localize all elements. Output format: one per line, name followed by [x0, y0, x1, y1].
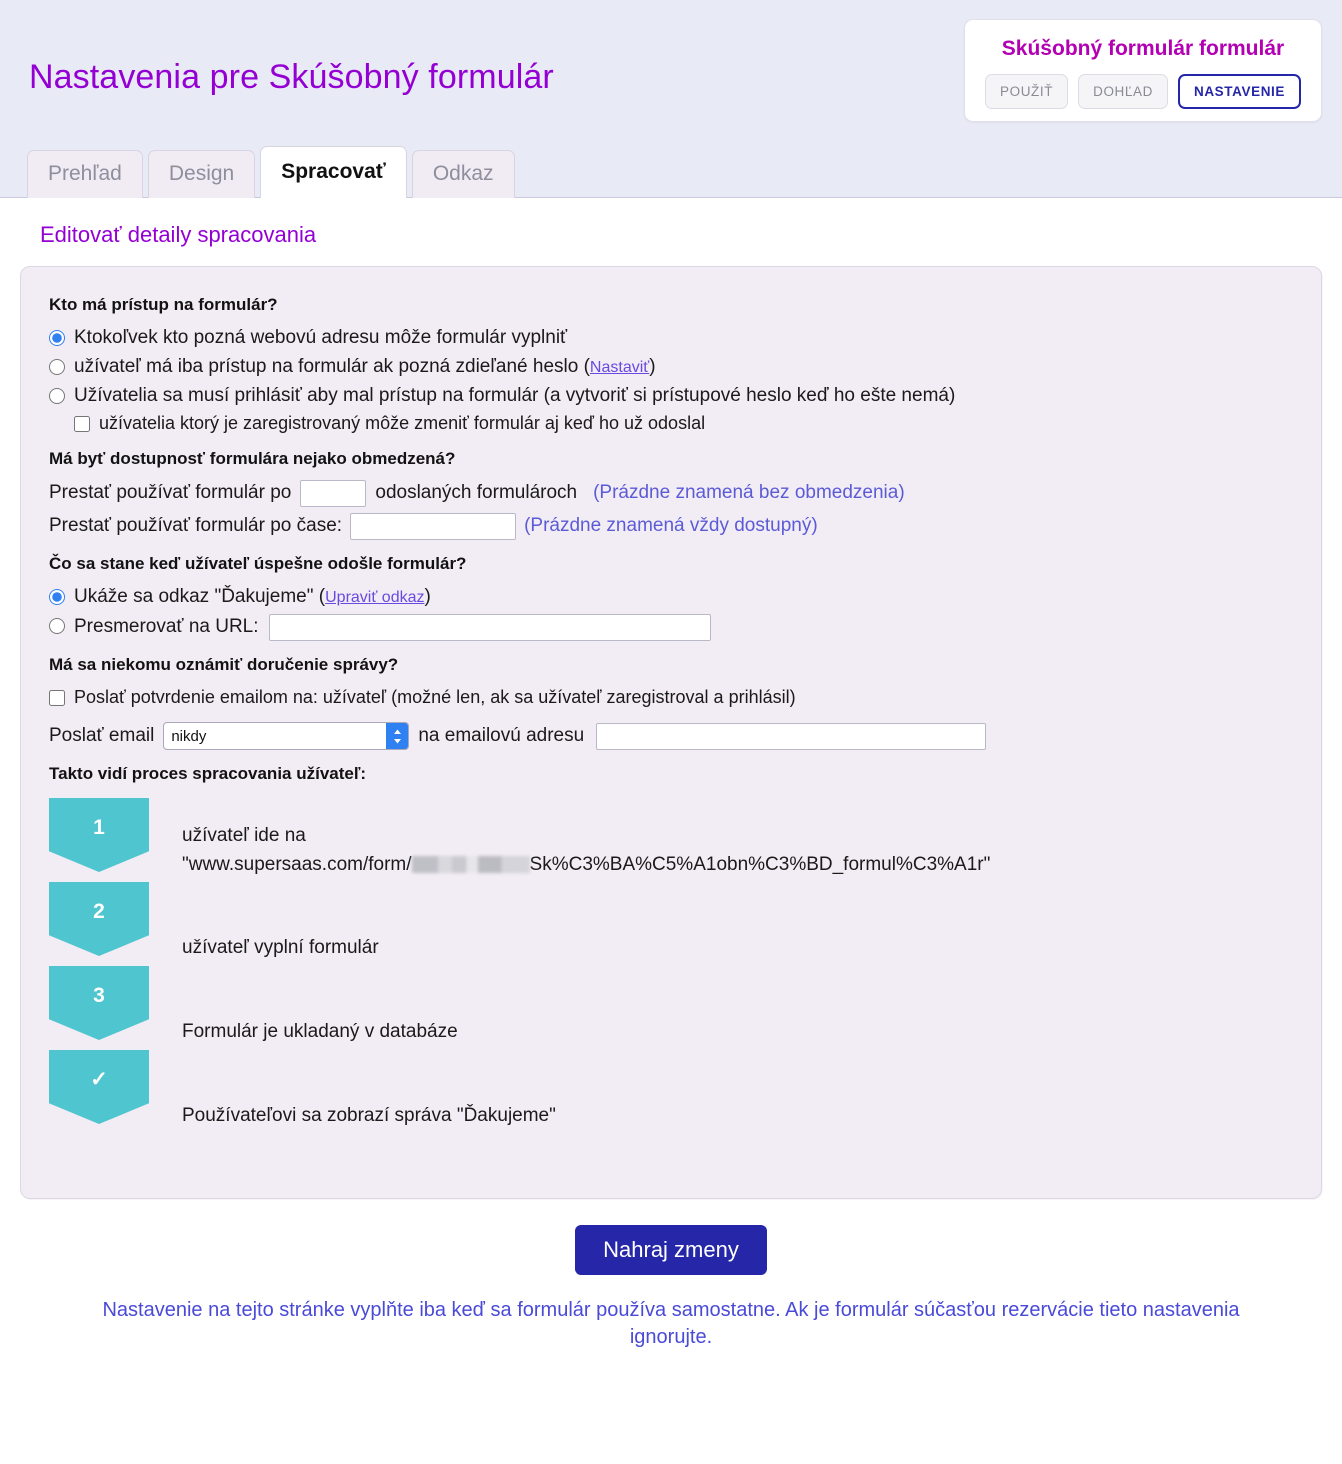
notify-email-row — [49, 722, 1293, 750]
access-suboption-label: užívatelia ktorý je zaregistrovaný môže zmeniť formulár aj keď ho už odoslal — [99, 413, 706, 434]
access-option-password-row[interactable] — [49, 355, 1293, 379]
access-option-password-text: užívateľ má iba prístup na formulár ak pozná zdieľané heslo — [74, 355, 579, 377]
on-submit-redirect-row[interactable] — [49, 614, 1293, 641]
notify-email-input[interactable] — [596, 723, 986, 750]
redacted-url-segment — [412, 856, 530, 873]
time-prefix-label: Prestať používať formulár po čase: — [49, 515, 343, 537]
tab-odkaz[interactable]: Odkaz — [412, 150, 515, 198]
check-icon: ✓ — [90, 1067, 108, 1091]
on-submit-heading: Čo sa stane keď užívateľ úspešne odošle formulár? — [49, 553, 467, 573]
limit-submissions-input[interactable] — [300, 480, 366, 507]
flow-step-1-line1: užívateľ ide na — [182, 825, 306, 846]
access-suboption-row[interactable] — [49, 412, 1293, 435]
flow-badge-column — [49, 798, 154, 1158]
on-submit-radio-redirect[interactable] — [49, 618, 65, 634]
flow-badge-3-label: 3 — [93, 983, 105, 1007]
access-option-anyone-row[interactable] — [49, 326, 1293, 350]
submit-row — [20, 1225, 1322, 1275]
use-button[interactable]: POUŽIŤ — [985, 74, 1068, 109]
form-context-card — [964, 19, 1322, 122]
access-radio-anyone[interactable] — [49, 330, 65, 346]
on-submit-redirect-text: Presmerovať na URL: — [74, 616, 259, 638]
on-submit-thankyou-row[interactable] — [49, 585, 1293, 609]
notify-heading: Má sa niekomu oznámiť doručenie správy? — [49, 654, 399, 674]
flow-badge-1 — [49, 798, 149, 872]
flow-step-1-url-prefix: "www.supersaas.com/form/ — [182, 853, 412, 875]
allow-edit-checkbox[interactable] — [74, 416, 90, 432]
process-flow — [49, 798, 1293, 1158]
access-option-login-row[interactable] — [49, 384, 1293, 408]
form-card-button-row — [975, 74, 1311, 109]
availability-heading: Má byť dostupnosť formulára nejako obmedzená? — [49, 448, 456, 468]
flow-step-1-url-suffix: Sk%C3%BA%C5%A1obn%C3%BD_formul%C3%A1r" — [529, 853, 991, 875]
flow-heading: Takto vidí proces spracovania užívateľ: — [49, 764, 367, 783]
flow-text-column — [154, 798, 1293, 1158]
supervise-button[interactable]: DOHĽAD — [1078, 74, 1168, 109]
on-submit-redirect-label — [74, 614, 711, 641]
tab-bar — [27, 146, 515, 198]
flow-step-4-text: Používateľovi sa zobrazí správa "Ďakujeme" — [182, 1104, 556, 1126]
flow-badge-4 — [49, 1050, 149, 1124]
send-email-frequency-wrap — [163, 722, 409, 750]
redirect-url-input[interactable] — [269, 614, 711, 641]
flow-badge-3 — [49, 966, 149, 1040]
access-radio-password[interactable] — [49, 359, 65, 375]
on-submit-radio-thankyou[interactable] — [49, 589, 65, 605]
limit-submissions-row — [49, 480, 1293, 507]
notify-confirm-label: Poslať potvrdenie emailom na: užívateľ (možné len, ak sa užívateľ zaregistroval a prihlásil) — [74, 686, 796, 707]
footnote: Nastavenie na tejto stránke vyplňte iba keď sa formulár používa samostatne. Ak je formulár súčasťou rezervácie tieto nastavenia ignorujte. — [102, 1299, 1240, 1348]
limit-suffix-label: odoslaných formulároch — [375, 482, 578, 504]
time-hint: (Prázdne znamená vždy dostupný) — [524, 515, 818, 537]
set-password-link[interactable]: Nastaviť — [589, 358, 650, 376]
access-heading: Kto má prístup na formulár? — [49, 295, 278, 314]
on-submit-thankyou-label: Ukáže sa odkaz "Ďakujeme" (Upraviť odkaz) — [74, 585, 431, 607]
tab-prehlad[interactable]: Prehľad — [27, 150, 143, 198]
page-title: Nastavenia pre Skúšobný formulár — [29, 58, 554, 96]
access-radio-login[interactable] — [49, 388, 65, 404]
limit-prefix-label: Prestať používať formulár po — [49, 482, 292, 504]
edit-message-link[interactable]: Upraviť odkaz — [325, 588, 425, 606]
upload-changes-button[interactable]: Nahraj zmeny — [575, 1225, 767, 1275]
settings-panel — [20, 266, 1322, 1199]
content-area — [0, 222, 1342, 1351]
flow-step-1-line2 — [182, 851, 1293, 880]
send-confirmation-checkbox[interactable] — [49, 690, 65, 706]
send-email-prefix-label: Poslať email — [49, 725, 155, 746]
flow-step-1-text — [182, 822, 1293, 906]
settings-button[interactable]: NASTAVENIE — [1178, 74, 1301, 109]
access-option-anyone-label: Ktokoľvek kto pozná webovú adresu môže formulár vyplniť — [74, 327, 568, 348]
limit-time-input[interactable] — [350, 513, 516, 540]
flow-badge-1-label: 1 — [93, 815, 105, 839]
access-option-login-label: Užívatelia sa musí prihlásiť aby mal prístup na formulár (a vytvoriť si prístupové heslo keď ho ešte nemá) — [74, 384, 956, 406]
on-submit-thankyou-text: Ukáže sa odkaz "Ďakujeme" — [74, 585, 314, 607]
tab-design[interactable]: Design — [148, 150, 255, 198]
header-band — [0, 0, 1342, 198]
tab-spracovat[interactable]: Spracovať — [260, 146, 407, 198]
section-title: Editovať detaily spracovania — [40, 222, 317, 247]
form-card-title: Skúšobný formulár formulár — [1001, 37, 1285, 60]
flow-badge-2-label: 2 — [93, 899, 105, 923]
notify-confirm-row[interactable] — [49, 686, 1293, 709]
flow-step-3-text: Formulár je ukladaný v databáze — [182, 1020, 458, 1042]
flow-step-2-text: užívateľ vyplní formulár — [182, 936, 379, 958]
send-email-mid-label: na emailovú adresu — [418, 725, 585, 746]
limit-hint: (Prázdne znamená bez obmedzenia) — [593, 482, 905, 504]
access-option-password-label: užívateľ má iba prístup na formulár ak pozná zdieľané heslo (Nastaviť) — [74, 355, 656, 377]
flow-badge-2 — [49, 882, 149, 956]
send-email-frequency-select[interactable] — [163, 722, 409, 750]
limit-time-row — [49, 513, 1293, 540]
